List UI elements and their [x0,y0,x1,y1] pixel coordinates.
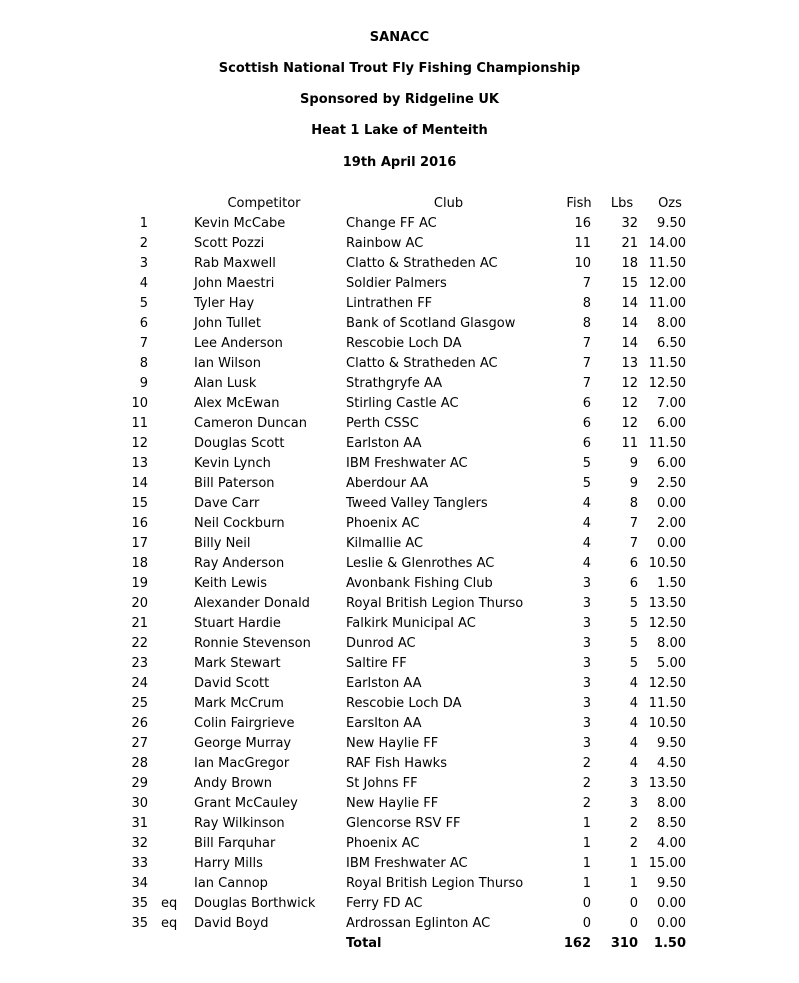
position: 19 [131,576,148,591]
weight-lbs: 11 [621,436,638,451]
fish-count: 3 [582,716,591,731]
fish-count: 5 [582,456,591,471]
table-row [0,374,799,394]
weight-lbs: 14 [621,296,638,311]
position: 3 [139,256,148,271]
table-row [0,794,799,814]
fish-count: 6 [582,416,591,431]
weight-ozs: 13.50 [648,596,686,611]
competitor-name: John Maestri [194,276,275,291]
weight-lbs: 5 [629,636,638,651]
competitor-name: Kevin McCabe [194,216,286,231]
weight-lbs: 5 [629,616,638,631]
competitor-name: Andy Brown [194,776,273,791]
club-name: Earlston AA [346,676,422,691]
position: 35 [131,896,148,911]
table-row [0,514,799,534]
weight-lbs: 3 [629,776,638,791]
position: 12 [131,436,148,451]
weight-lbs: 21 [621,236,638,251]
club-name: Perth CSSC [346,416,419,431]
weight-ozs: 0.00 [657,896,686,911]
position: 27 [131,736,148,751]
competitor-name: Grant McCauley [194,796,298,811]
competitor-name: Douglas Scott [194,436,285,451]
fish-count: 3 [582,656,591,671]
competitor-name: Colin Fairgrieve [194,716,295,731]
table-row [0,734,799,754]
position: 32 [131,836,148,851]
weight-ozs: 7.00 [657,396,686,411]
table-row [0,294,799,314]
table-header [0,194,799,214]
competitor-name: Ian Wilson [194,356,261,371]
club-name: Soldier Palmers [346,276,447,291]
competitor-name: Ian Cannop [194,876,268,891]
competitor-name: David Boyd [194,916,269,931]
table-row [0,574,799,594]
weight-lbs: 32 [621,216,638,231]
table-body [0,214,799,934]
weight-lbs: 5 [629,656,638,671]
fish-count: 4 [582,516,591,531]
club-name: New Haylie FF [346,796,439,811]
weight-ozs: 11.50 [648,436,686,451]
results-table [0,194,799,954]
weight-lbs: 4 [629,696,638,711]
table-row [0,434,799,454]
weight-ozs: 8.00 [657,316,686,331]
heat-line: Heat 1 Lake of Menteith [311,123,488,138]
weight-lbs: 12 [621,376,638,391]
club-name: St Johns FF [346,776,418,791]
table-row [0,914,799,934]
position: 21 [131,616,148,631]
weight-lbs: 13 [621,356,638,371]
fish-count: 3 [582,576,591,591]
position: 13 [131,456,148,471]
club-name: Clatto & Stratheden AC [346,256,498,271]
weight-lbs: 4 [629,736,638,751]
competitor-name: Kevin Lynch [194,456,271,471]
position: 24 [131,676,148,691]
total-ozs: 1.50 [653,936,686,951]
weight-ozs: 11.50 [648,696,686,711]
club-name: Aberdour AA [346,476,429,491]
competitor-name: George Murray [194,736,292,751]
weight-lbs: 0 [629,916,638,931]
position: 6 [139,316,148,331]
total-row [0,934,799,954]
fish-count: 3 [582,676,591,691]
competitor-name: David Scott [194,676,270,691]
position: 10 [131,396,148,411]
total-label: Total [346,936,382,951]
weight-ozs: 11.50 [648,356,686,371]
position: 15 [131,496,148,511]
table-row [0,254,799,274]
position: 2 [139,236,148,251]
weight-ozs: 0.00 [657,916,686,931]
competitor-name: Scott Pozzi [194,236,265,251]
weight-ozs: 4.00 [657,836,686,851]
weight-lbs: 4 [629,676,638,691]
position: 25 [131,696,148,711]
equal-marker: eq [161,896,178,911]
position: 14 [131,476,148,491]
position: 5 [139,296,148,311]
competitor-name: Bill Farquhar [194,836,276,851]
table-row [0,814,799,834]
weight-ozs: 8.00 [657,796,686,811]
position: 17 [131,536,148,551]
championship-title: Scottish National Trout Fly Fishing Championship [218,61,581,76]
fish-count: 4 [582,496,591,511]
weight-lbs: 7 [629,516,638,531]
competitor-name: John Tullet [194,316,261,331]
weight-lbs: 5 [629,596,638,611]
club-name: Earslton AA [346,716,422,731]
table-row [0,694,799,714]
position: 7 [139,336,148,351]
col-header-competitor: Competitor [227,196,301,211]
table-row [0,534,799,554]
competitor-name: Alexander Donald [194,596,310,611]
club-name: IBM Freshwater AC [346,456,468,471]
table-row [0,454,799,474]
weight-ozs: 1.50 [657,576,686,591]
fish-count: 7 [582,336,591,351]
weight-lbs: 8 [629,496,638,511]
table-row [0,674,799,694]
competitor-name: Ray Anderson [194,556,285,571]
weight-lbs: 18 [621,256,638,271]
club-name: Rescobie Loch DA [346,696,462,711]
table-row [0,274,799,294]
table-row [0,554,799,574]
fish-count: 10 [574,256,591,271]
weight-ozs: 9.50 [657,876,686,891]
table-row [0,494,799,514]
table-row [0,334,799,354]
club-name: Avonbank Fishing Club [346,576,493,591]
club-name: Stirling Castle AC [346,396,459,411]
fish-count: 2 [582,796,591,811]
col-header-lbs: Lbs [610,196,634,211]
weight-ozs: 6.50 [657,336,686,351]
col-header-ozs: Ozs [658,196,682,211]
competitor-name: Neil Cockburn [194,516,285,531]
fish-count: 3 [582,736,591,751]
table-row [0,854,799,874]
table-row [0,594,799,614]
competitor-name: Ian MacGregor [194,756,290,771]
competitor-name: Ronnie Stevenson [194,636,311,651]
club-name: Royal British Legion Thurso [346,876,524,891]
position: 23 [131,656,148,671]
competitor-name: Harry Mills [194,856,263,871]
club-name: New Haylie FF [346,736,439,751]
table-row [0,354,799,374]
weight-ozs: 4.50 [657,756,686,771]
position: 22 [131,636,148,651]
weight-ozs: 2.50 [657,476,686,491]
club-name: Saltire FF [346,656,407,671]
table-row [0,774,799,794]
competitor-name: Dave Carr [194,496,260,511]
fish-count: 1 [582,836,591,851]
weight-ozs: 5.00 [657,656,686,671]
club-name: Glencorse RSV FF [346,816,461,831]
weight-ozs: 15.00 [648,856,686,871]
club-name: RAF Fish Hawks [346,756,447,771]
position: 11 [131,416,148,431]
fish-count: 6 [582,396,591,411]
position: 16 [131,516,148,531]
competitor-name: Rab Maxwell [194,256,276,271]
club-name: Clatto & Stratheden AC [346,356,498,371]
fish-count: 1 [582,856,591,871]
table-row [0,474,799,494]
weight-lbs: 1 [629,876,638,891]
table-row [0,634,799,654]
col-header-fish: Fish [566,196,592,211]
fish-count: 1 [582,816,591,831]
weight-lbs: 1 [629,856,638,871]
org-title: SANACC [369,30,430,45]
weight-lbs: 14 [621,316,638,331]
fish-count: 2 [582,756,591,771]
club-name: Falkirk Municipal AC [346,616,476,631]
competitor-name: Tyler Hay [194,296,255,311]
position: 31 [131,816,148,831]
weight-lbs: 12 [621,416,638,431]
fish-count: 6 [582,436,591,451]
club-name: Dunrod AC [346,636,416,651]
club-name: Rainbow AC [346,236,424,251]
table-row [0,834,799,854]
fish-count: 0 [582,916,591,931]
weight-lbs: 2 [629,816,638,831]
weight-lbs: 9 [629,476,638,491]
competitor-name: Ray Wilkinson [194,816,285,831]
table-row [0,234,799,254]
table-row [0,754,799,774]
weight-lbs: 4 [629,716,638,731]
fish-count: 7 [582,356,591,371]
competitor-name: Alex McEwan [194,396,280,411]
competitor-name: Douglas Borthwick [194,896,316,911]
club-name: Leslie & Glenrothes AC [346,556,495,571]
weight-ozs: 8.50 [657,816,686,831]
position: 33 [131,856,148,871]
weight-ozs: 12.50 [648,676,686,691]
table-row [0,414,799,434]
position: 34 [131,876,148,891]
fish-count: 3 [582,596,591,611]
club-name: Ardrossan Eglinton AC [346,916,491,931]
competitor-name: Bill Paterson [194,476,275,491]
position: 18 [131,556,148,571]
competitor-name: Keith Lewis [194,576,267,591]
fish-count: 0 [582,896,591,911]
fish-count: 8 [582,296,591,311]
position: 26 [131,716,148,731]
position: 9 [139,376,148,391]
club-name: Earlston AA [346,436,422,451]
position: 1 [139,216,148,231]
weight-ozs: 9.50 [657,216,686,231]
competitor-name: Mark Stewart [194,656,281,671]
club-name: Change FF AC [346,216,437,231]
weight-ozs: 12.50 [648,616,686,631]
table-row [0,314,799,334]
fish-count: 3 [582,616,591,631]
fish-count: 1 [582,876,591,891]
position: 8 [139,356,148,371]
club-name: Tweed Valley Tanglers [346,496,488,511]
weight-ozs: 2.00 [657,516,686,531]
table-row [0,394,799,414]
club-name: Bank of Scotland Glasgow [346,316,516,331]
weight-ozs: 6.00 [657,416,686,431]
fish-count: 8 [582,316,591,331]
weight-lbs: 9 [629,456,638,471]
weight-lbs: 12 [621,396,638,411]
competitor-name: Billy Neil [194,536,251,551]
weight-ozs: 6.00 [657,456,686,471]
club-name: Strathgryfe AA [346,376,443,391]
table-row [0,714,799,734]
club-name: Royal British Legion Thurso [346,596,524,611]
fish-count: 3 [582,636,591,651]
weight-lbs: 14 [621,336,638,351]
fish-count: 7 [582,376,591,391]
position: 20 [131,596,148,611]
fish-count: 11 [574,236,591,251]
weight-lbs: 2 [629,836,638,851]
weight-ozs: 11.50 [648,256,686,271]
position: 4 [139,276,148,291]
sponsor-line: Sponsored by Ridgeline UK [300,92,499,107]
weight-lbs: 7 [629,536,638,551]
club-name: Kilmallie AC [346,536,424,551]
equal-marker: eq [161,916,178,931]
weight-ozs: 0.00 [657,496,686,511]
club-name: Phoenix AC [346,516,420,531]
table-row [0,614,799,634]
club-name: Rescobie Loch DA [346,336,462,351]
fish-count: 4 [582,556,591,571]
competitor-name: Alan Lusk [194,376,257,391]
weight-ozs: 12.50 [648,376,686,391]
position: 35 [131,916,148,931]
competitor-name: Mark McCrum [194,696,284,711]
weight-ozs: 9.50 [657,736,686,751]
weight-lbs: 6 [629,556,638,571]
weight-lbs: 3 [629,796,638,811]
weight-lbs: 15 [621,276,638,291]
weight-lbs: 6 [629,576,638,591]
weight-ozs: 8.00 [657,636,686,651]
competitor-name: Stuart Hardie [194,616,281,631]
fish-count: 3 [582,696,591,711]
table-row [0,214,799,234]
weight-ozs: 12.00 [648,276,686,291]
date-line: 19th April 2016 [342,155,457,170]
competitor-name: Lee Anderson [194,336,283,351]
position: 30 [131,796,148,811]
weight-ozs: 13.50 [648,776,686,791]
col-header-club: Club [433,196,464,211]
club-name: IBM Freshwater AC [346,856,468,871]
position: 29 [131,776,148,791]
fish-count: 16 [574,216,591,231]
table-row [0,874,799,894]
fish-count: 4 [582,536,591,551]
club-name: Lintrathen FF [346,296,433,311]
fish-count: 7 [582,276,591,291]
position: 28 [131,756,148,771]
table-row [0,654,799,674]
weight-ozs: 10.50 [648,716,686,731]
total-fish: 162 [563,936,591,951]
competitor-name: Cameron Duncan [194,416,307,431]
weight-ozs: 14.00 [648,236,686,251]
table-row [0,894,799,914]
total-lbs: 310 [610,936,638,951]
weight-lbs: 4 [629,756,638,771]
club-name: Ferry FD AC [346,896,423,911]
weight-ozs: 10.50 [648,556,686,571]
weight-ozs: 11.00 [648,296,686,311]
club-name: Phoenix AC [346,836,420,851]
fish-count: 2 [582,776,591,791]
weight-lbs: 0 [629,896,638,911]
weight-ozs: 0.00 [657,536,686,551]
fish-count: 5 [582,476,591,491]
